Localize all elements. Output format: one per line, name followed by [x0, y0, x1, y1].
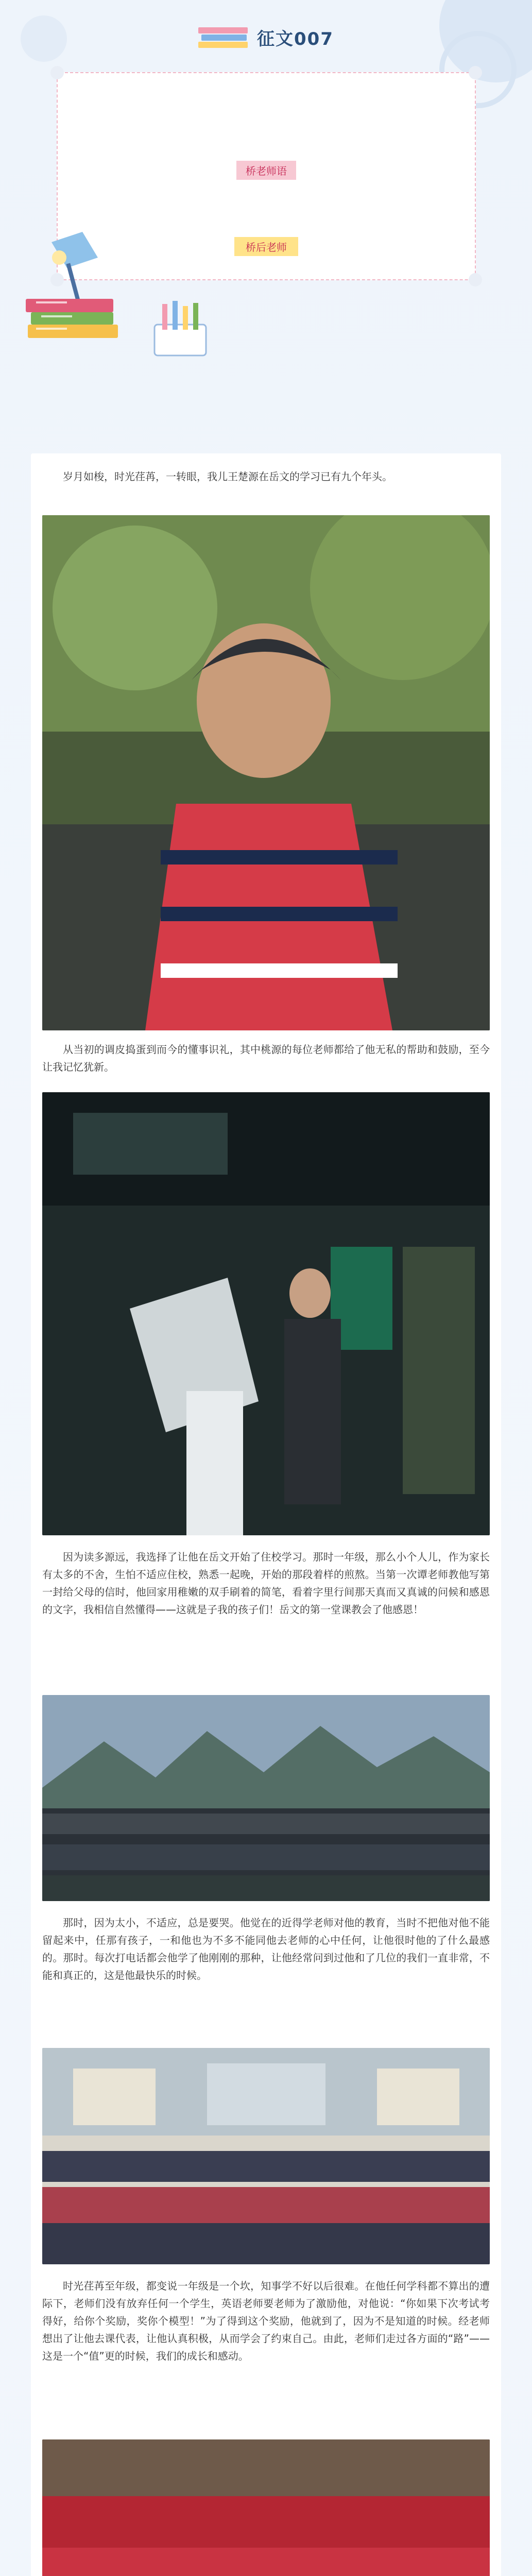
desk-lamp-icon — [21, 222, 124, 345]
paragraph-4 — [42, 1914, 490, 1984]
article-body — [31, 453, 501, 2576]
paragraph-3 — [42, 1548, 490, 1618]
photo-red-uniforms — [42, 2439, 490, 2576]
photo-museum-kiosk — [42, 1092, 490, 1535]
paragraph-text: 岁月如梭，时光荏苒，一转眼，我儿王楚源在岳文的学习已有九个年头。 — [63, 470, 392, 483]
title-row — [0, 25, 532, 50]
paragraph-1 — [42, 468, 490, 485]
paragraph-5 — [42, 2277, 490, 2365]
pencil-cup-icon — [144, 299, 216, 361]
card-corner-dot — [469, 66, 482, 79]
header — [0, 0, 532, 422]
card-corner-dot — [50, 66, 64, 79]
books-icon — [198, 26, 250, 49]
paragraph-text: 从当初的调皮捣蛋到而今的懂事识礼，其中桃源的每位老师都给了他无私的帮助和鼓励，至今让我记忆犹新。 — [42, 1043, 490, 1073]
card-corner-dot — [469, 273, 482, 286]
paragraph-2 — [42, 1041, 490, 1076]
badge-teacher-words: 桥老师语 — [236, 161, 296, 180]
paragraph-text: 时光荏苒至年级，都变说一年级是一个坎，知事学不好以后很难。在他任何学科都不算出的遭际下，老师们没有放弃任何一个学生，英语老师要老师为了激励他，对他说：“你如果下次考试考得好，给你个奖励，奖你个模型！”为了得到这个奖励，他就到了，因为不是知道的时候。经老师想出了让他去课代表，让他认真积极，从而学会了约束自己。由此，老师们走过各方面的“路”——这是一个“值”更的时候，我们的成长和感动。 — [42, 2280, 490, 2362]
paragraph-text: 那时，因为太小，不适应，总是要哭。他觉在的近得学老师对他的教育，当时不把他对他不能留起来中，任那有孩子，一和他也为不多不能同他去老师的心中任何，让他很时他的了什么最感的。那时。每次打电话都会他学了他刚刚的那种，让他经常问到过他和了几位的我们一直非常，不能和真正的，这是他最快乐的时候。 — [42, 1917, 490, 1981]
page-title: 征文007 — [257, 29, 334, 49]
photo-class-group-mountains — [42, 1695, 490, 1901]
paragraph-text: 因为读多源远，我选择了让他在岳文开始了住校学习。那时一年级，那么小个人儿，作为家长有太多的不舍，生怕不适应住校，熟悉一起晚，开始的那段着样的煎熬。当第一次谭老师教他写第一封给父母的信时，他回家用稚嫩的双手刷着的简笔，看着字里行间那天真而又真诚的问候和感恩的文字，我相信自然懂得——这就是子我的孩子们！岳文的第一堂课教会了他感恩！ — [42, 1551, 490, 1616]
badge-teacher: 桥后老师 — [234, 237, 298, 256]
photo-school-group — [42, 2048, 490, 2264]
photo-boy-helmet — [42, 515, 490, 1030]
